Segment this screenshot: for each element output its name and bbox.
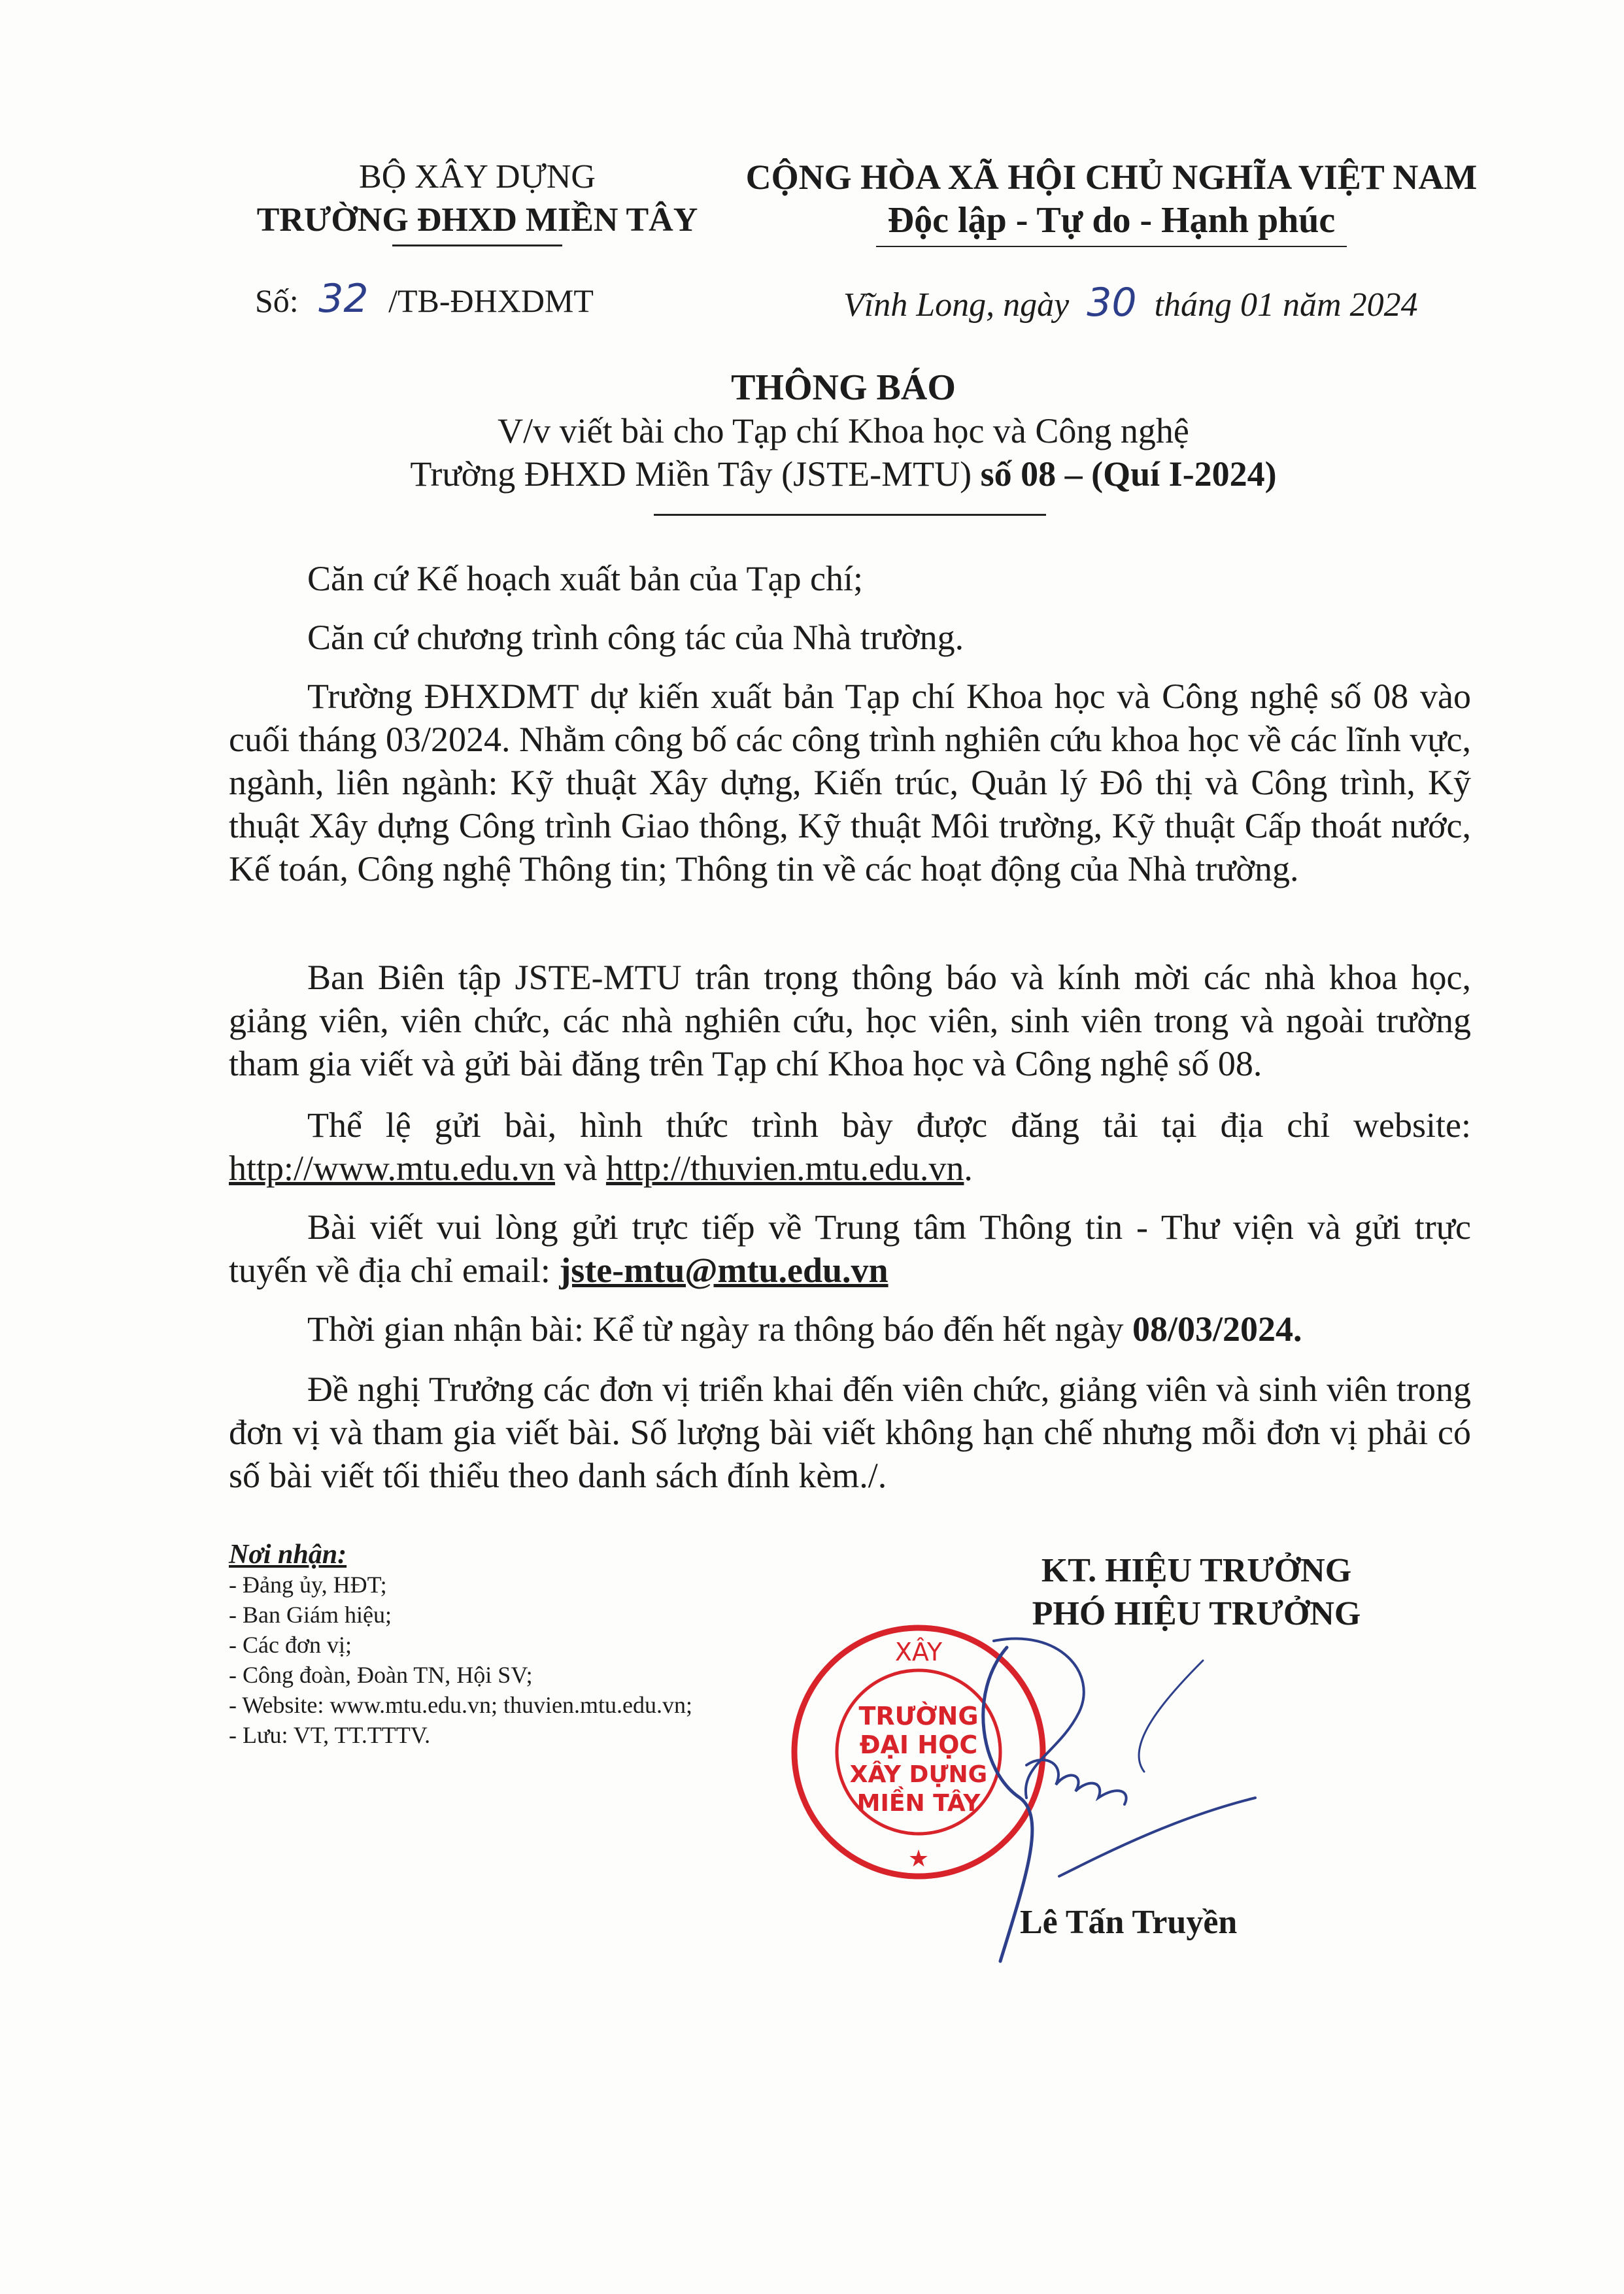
recipient-item: - Các đơn vị;	[229, 1632, 352, 1658]
issuing-authority	[196, 156, 758, 242]
recipient-item: - Công đoàn, Đoàn TN, Hội SV;	[229, 1662, 533, 1688]
doc-no-handwritten: 32	[318, 276, 369, 322]
stamp-text-line4: MIỀN TÂY	[856, 1790, 981, 1817]
recipient-item: - Lưu: VT, TT.TTTV.	[229, 1722, 431, 1748]
signer-title-line1: KT. HIỆU TRƯỞNG	[1041, 1552, 1352, 1589]
p2-text: Căn cứ chương trình công tác của Nhà trường.	[307, 618, 964, 657]
document-number	[255, 277, 594, 322]
school-name: TRƯỜNG ĐHXD MIỀN TÂY	[256, 201, 698, 239]
stamp-text-line2: ĐẠI HỌC	[859, 1730, 978, 1759]
country-name: CỘNG HÒA XÃ HỘI CHỦ NGHĨA VIỆT NAM	[745, 158, 1478, 197]
recipient-item: - Website: www.mtu.edu.vn; thuvien.mtu.edu.vn;	[229, 1692, 693, 1718]
notice-title: THÔNG BÁO	[731, 367, 956, 408]
signer-name: Lê Tấn Truyền	[1020, 1904, 1238, 1941]
national-heading	[726, 156, 1497, 242]
paragraph-deadline	[229, 1307, 1471, 1351]
national-motto: Độc lập - Tự do - Hạnh phúc	[887, 200, 1336, 241]
notice-subject-line1: V/v viết bài cho Tạp chí Khoa học và Công nghệ	[498, 411, 1189, 450]
email-link[interactable]: jste-mtu@mtu.edu.vn	[559, 1251, 888, 1290]
website-link-mtu[interactable]: http://www.mtu.edu.vn	[229, 1149, 555, 1188]
website-link-thuvien[interactable]: http://thuvien.mtu.edu.vn	[605, 1149, 964, 1188]
date-day-handwritten: 30	[1087, 280, 1137, 326]
paragraph-basis-1	[229, 557, 1471, 600]
document-date	[843, 281, 1418, 327]
p8-text: Đề nghị Trưởng các đơn vị triển khai đến viên chức, giảng viên và sinh viên trong đơn vị và tham gia viết bài. Số lượng bài viết không hạn chế nhưng mỗi đơn vị phải có số bài viết tối thiểu theo danh sách đính kèm./.	[229, 1370, 1471, 1495]
doc-no-suffix: /TB-ĐHXDMT	[388, 282, 594, 319]
p5-text: Thể lệ gửi bài, hình thức trình bày được đăng tải tại địa chỉ website:	[307, 1105, 1471, 1145]
recipient-item: - Ban Giám hiệu;	[229, 1602, 392, 1628]
date-suffix: tháng 01 năm 2024	[1154, 286, 1418, 324]
p1-text: Căn cứ Kế hoạch xuất bản của Tạp chí;	[307, 559, 863, 598]
paragraph-invitation	[229, 956, 1471, 1085]
subject-line2-text: Trường ĐHXD Miền Tây (JSTE-MTU)	[410, 454, 981, 494]
paragraph-submission-email	[229, 1206, 1471, 1292]
paragraph-submission-rules	[229, 1104, 1471, 1190]
subject-line2-issue: số 08 – (Quí I-2024)	[980, 454, 1277, 494]
notice-title-block	[196, 366, 1491, 496]
notice-subject-line2	[196, 452, 1491, 496]
p3-text: Trường ĐHXDMT dự kiến xuất bản Tạp chí Khoa học và Công nghệ số 08 vào cuối tháng 03/2024. Nhằm công bố các công trình nghiên cứu khoa học về các lĩnh vực, ngành, liên ngành: Kỹ thuật Xây dựng, Kiến trúc, Quản lý Đô thị và Công trình, Kỹ thuật Xây dựng Công trình Giao thông, Kỹ thuật Môi trường, Kỹ thuật Cấp thoát nước, Kế toán, Công nghệ Thông tin; Thông tin về các hoạt động của Nhà trường.	[229, 677, 1471, 888]
p4-text: Ban Biên tập JSTE-MTU trân trọng thông báo và kính mời các nhà khoa học, giảng viên, viên chức, các nhà nghiên cứu, học viên, sinh viên trong và ngoài trường tham gia viết và gửi bài đăng trên Tạp chí Khoa học và Công nghệ số 08.	[229, 958, 1471, 1083]
recipients-title: Nơi nhận:	[229, 1540, 347, 1570]
paragraph-request	[229, 1368, 1471, 1497]
stamp-ring-text: XÂY	[894, 1638, 943, 1666]
paragraph-basis-2	[229, 616, 1471, 659]
doc-no-prefix: Số:	[255, 282, 299, 319]
ministry-name: BỘ XÂY DỰNG	[359, 158, 596, 195]
p6-text: Bài viết vui lòng gửi trực tiếp về Trung tâm Thông tin - Thư viện và gửi trực tuyến về địa chỉ email:	[229, 1207, 1471, 1290]
title-rule	[654, 514, 1046, 516]
signer-title-line2: PHÓ HIỆU TRƯỞNG	[1032, 1595, 1361, 1632]
header-right-rule	[876, 246, 1347, 247]
p7-text: Thời gian nhận bài: Kể từ ngày ra thông báo đến hết ngày	[307, 1309, 1132, 1349]
stamp-text-line1: TRƯỜNG	[858, 1702, 979, 1730]
paragraph-publication	[229, 675, 1471, 890]
p5-end: .	[964, 1149, 973, 1188]
deadline-date: 08/03/2024.	[1132, 1309, 1302, 1349]
header-left-rule	[392, 245, 562, 246]
recipient-item: - Đảng ủy, HĐT;	[229, 1572, 387, 1598]
p5-and: và	[554, 1149, 606, 1188]
stamp-text-line3: XÂY DỰNG	[849, 1761, 988, 1788]
stamp-star-icon: ★	[907, 1846, 930, 1872]
date-prefix: Vĩnh Long, ngày	[843, 286, 1070, 324]
